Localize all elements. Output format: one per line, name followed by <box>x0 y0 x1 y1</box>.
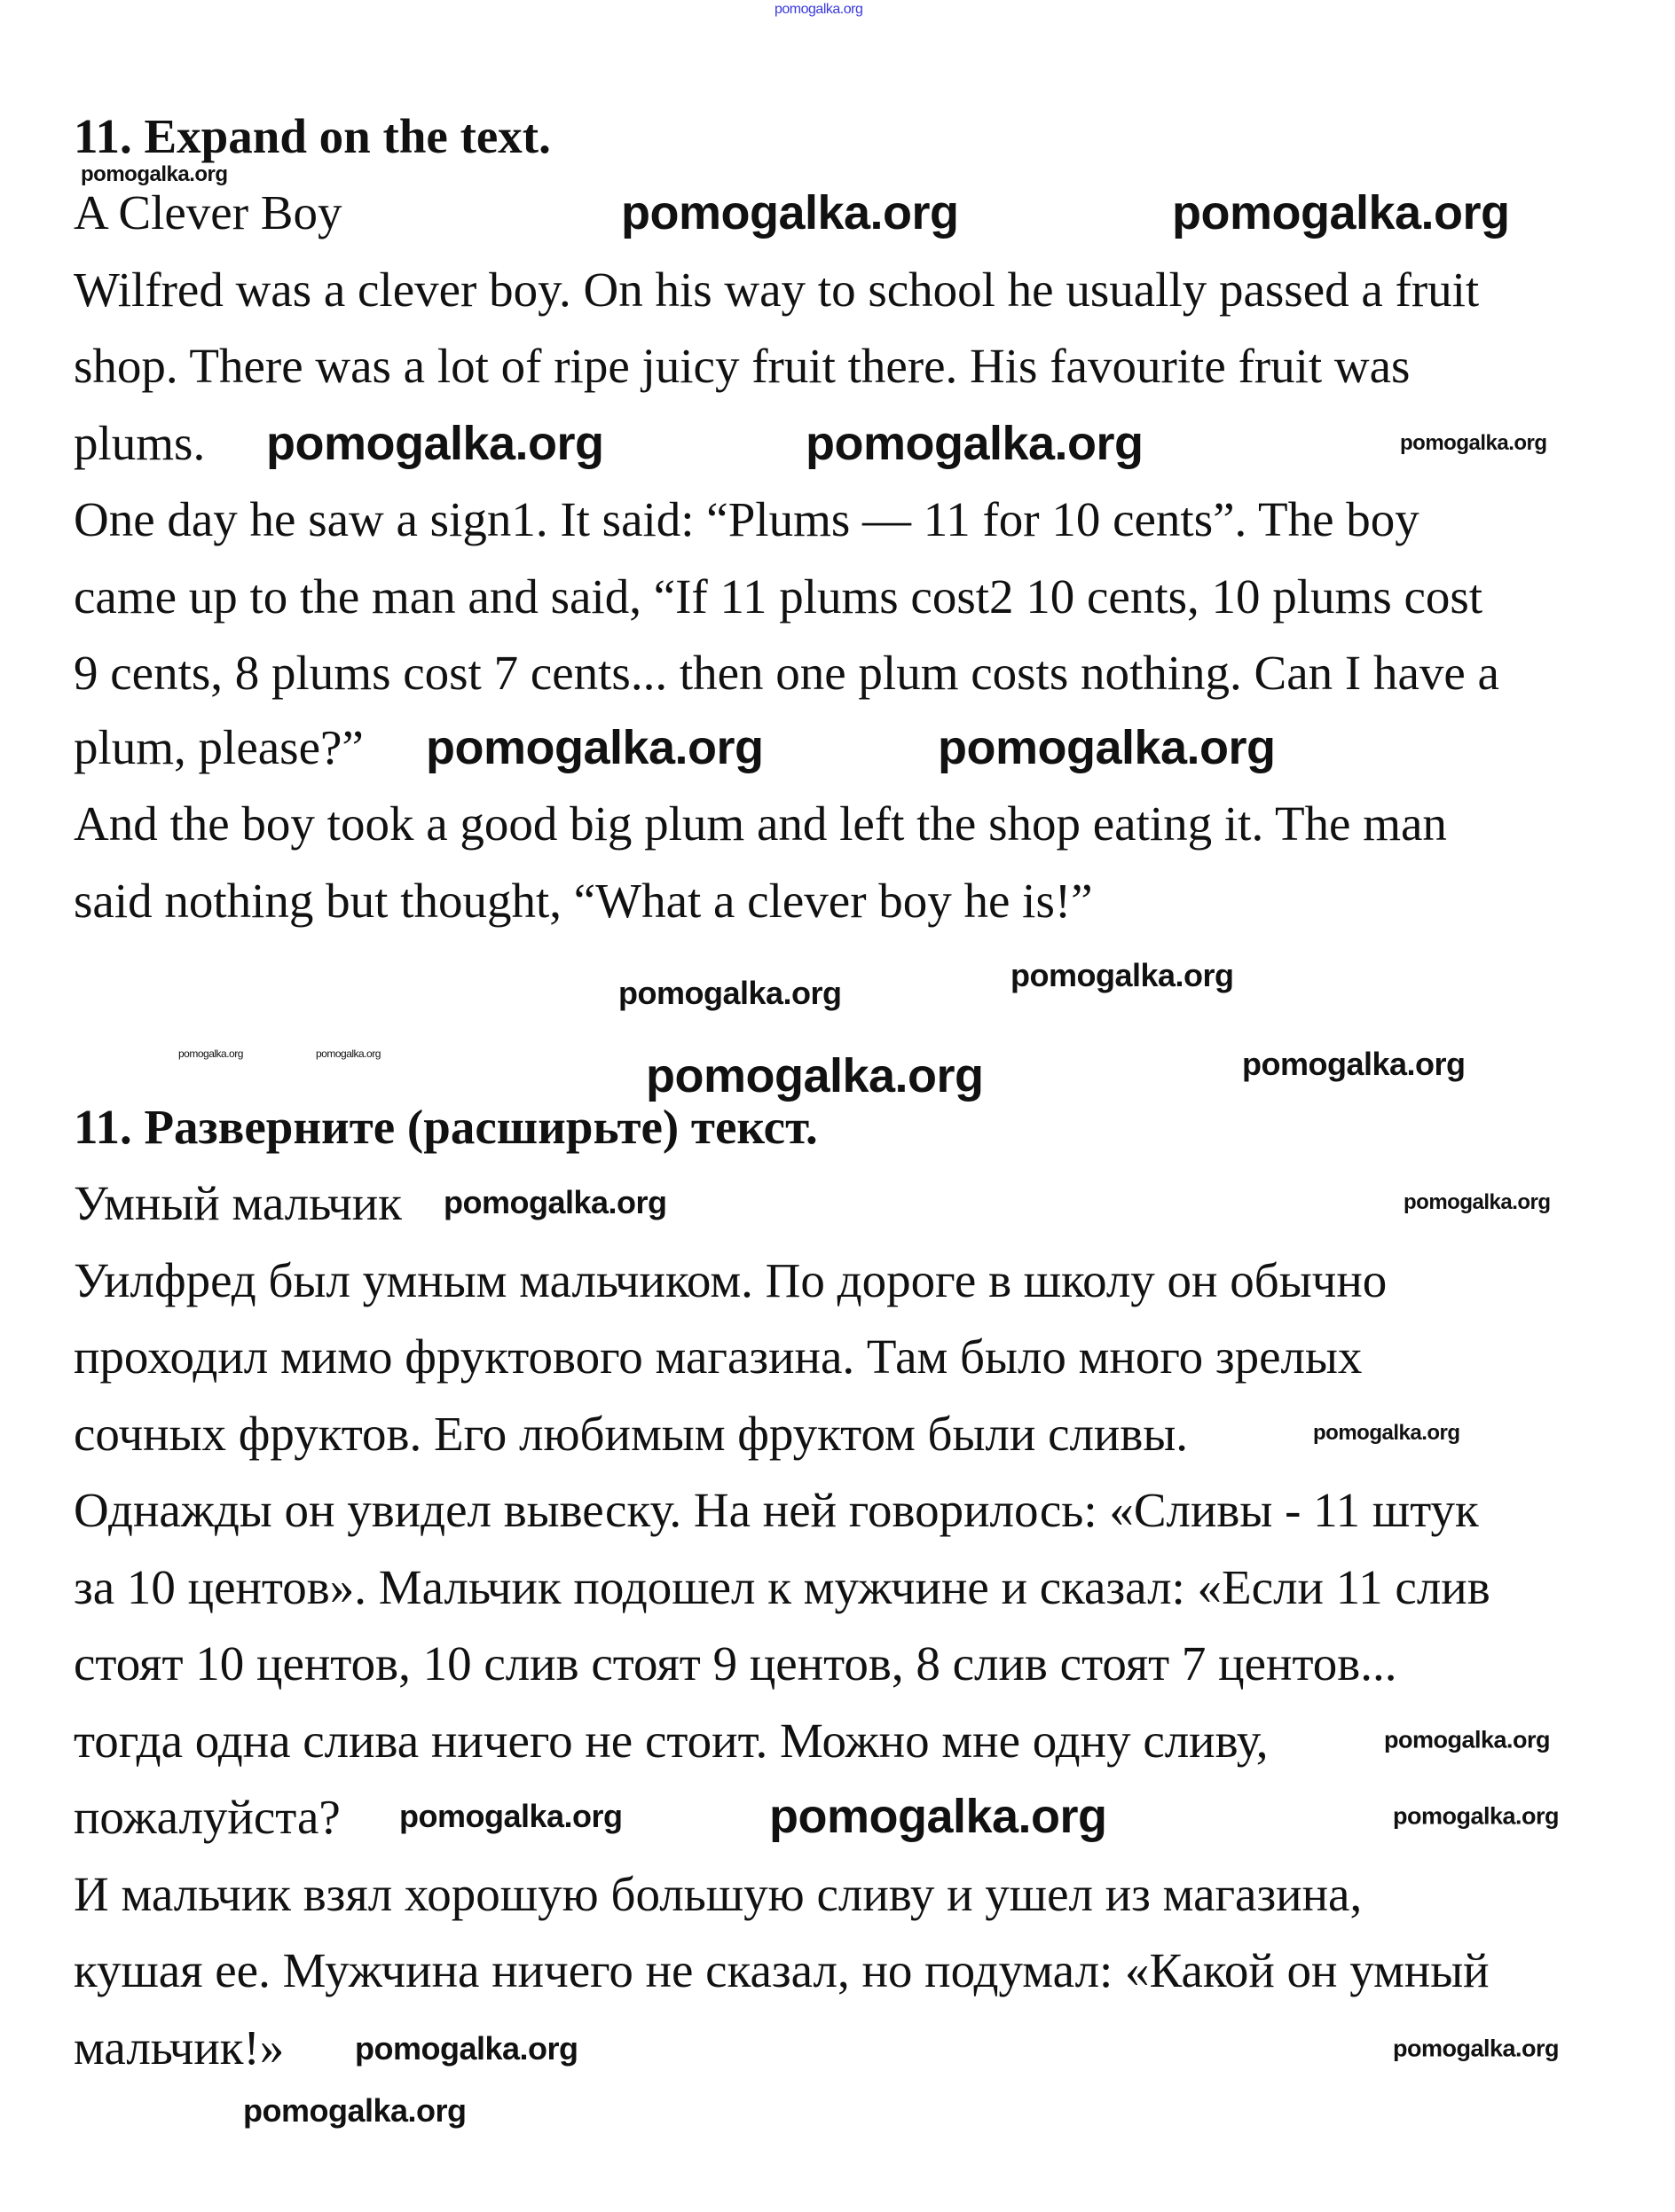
watermark: pomogalka.org <box>938 721 1276 774</box>
russian-line: стоят 10 центов, 10 слив стоят 9 центов, 8 слив стоят 7 центов... <box>74 1636 1397 1690</box>
russian-line: пожалуйста? <box>74 1790 341 1844</box>
english-line: shop. There was a lot of ripe juicy fruit there. His favourite fruit was <box>74 339 1411 393</box>
watermark: pomogalka.org <box>806 417 1144 470</box>
russian-heading: 11. Разверните (расширьте) текст. <box>74 1100 818 1154</box>
english-line: Wilfred was a clever boy. On his way to school he usually passed a fruit <box>74 263 1480 317</box>
top-watermark: pomogalka.org <box>775 2 863 17</box>
english-heading: 11. Expand on the text. <box>74 109 551 163</box>
english-line: plums. <box>74 416 206 470</box>
english-line: came up to the man and said, “If 11 plums cost2 10 cents, 10 plums cost <box>74 569 1483 624</box>
russian-line: Уилфред был умным мальчиком. По дороге в школу он обычно <box>74 1253 1388 1307</box>
russian-line: сочных фруктов. Его любимым фруктом были сливы. <box>74 1407 1189 1461</box>
watermark: pomogalka.org <box>1011 957 1234 993</box>
english-line: One day he saw a sign1. It said: “Plums — 11 for 10 cents”. The boy <box>74 492 1419 546</box>
watermark: pomogalka.org <box>399 1798 623 1834</box>
russian-line: И мальчик взял хорошую большую сливу и ушел из магазина, <box>74 1867 1363 1921</box>
watermark: pomogalka.org <box>316 1047 381 1060</box>
watermark: pomogalka.org <box>1384 1726 1551 1753</box>
watermark: pomogalka.org <box>769 1790 1107 1843</box>
watermark: pomogalka.org <box>1393 1802 1560 1830</box>
watermark: pomogalka.org <box>178 1047 243 1060</box>
russian-title: Умный мальчик <box>74 1176 402 1230</box>
english-line: 9 cents, 8 plums cost 7 cents... then one plum costs nothing. Can I have a <box>74 646 1499 700</box>
russian-line: мальчик!» <box>74 2020 285 2075</box>
watermark: pomogalka.org <box>1400 431 1547 455</box>
watermark: pomogalka.org <box>243 2092 467 2129</box>
watermark: pomogalka.org <box>1404 1190 1551 1214</box>
russian-line: кушая ее. Мужчина ничего не сказал, но подумал: «Какой он умный <box>74 1943 1490 1997</box>
russian-line: за 10 центов». Мальчик подошел к мужчине и сказал: «Если 11 слив <box>74 1560 1490 1614</box>
watermark: pomogalka.org <box>621 186 959 239</box>
watermark: pomogalka.org <box>1242 1046 1466 1082</box>
watermark: pomogalka.org <box>444 1184 667 1220</box>
english-line: plum, please?” <box>74 720 364 774</box>
watermark: pomogalka.org <box>1393 2035 1560 2062</box>
russian-line: проходил мимо фруктового магазина. Там было много зрелых <box>74 1330 1363 1384</box>
english-title: A Clever Boy <box>74 185 342 239</box>
watermark: pomogalka.org <box>646 1049 984 1102</box>
watermark: pomogalka.org <box>266 417 604 470</box>
watermark: pomogalka.org <box>1313 1421 1460 1445</box>
english-line: And the boy took a good big plum and left the shop eating it. The man <box>74 796 1447 851</box>
watermark: pomogalka.org <box>426 721 764 774</box>
russian-line: тогда одна слива ничего не стоит. Можно мне одну сливу, <box>74 1714 1269 1768</box>
english-line: said nothing but thought, “What a clever boy he is!” <box>74 874 1093 928</box>
watermark: pomogalka.org <box>81 162 228 186</box>
watermark: pomogalka.org <box>618 975 842 1011</box>
russian-line: Однажды он увидел вывеску. На ней говорилось: «Сливы - 11 штук <box>74 1483 1479 1537</box>
watermark: pomogalka.org <box>1172 186 1510 239</box>
watermark: pomogalka.org <box>355 2030 578 2067</box>
